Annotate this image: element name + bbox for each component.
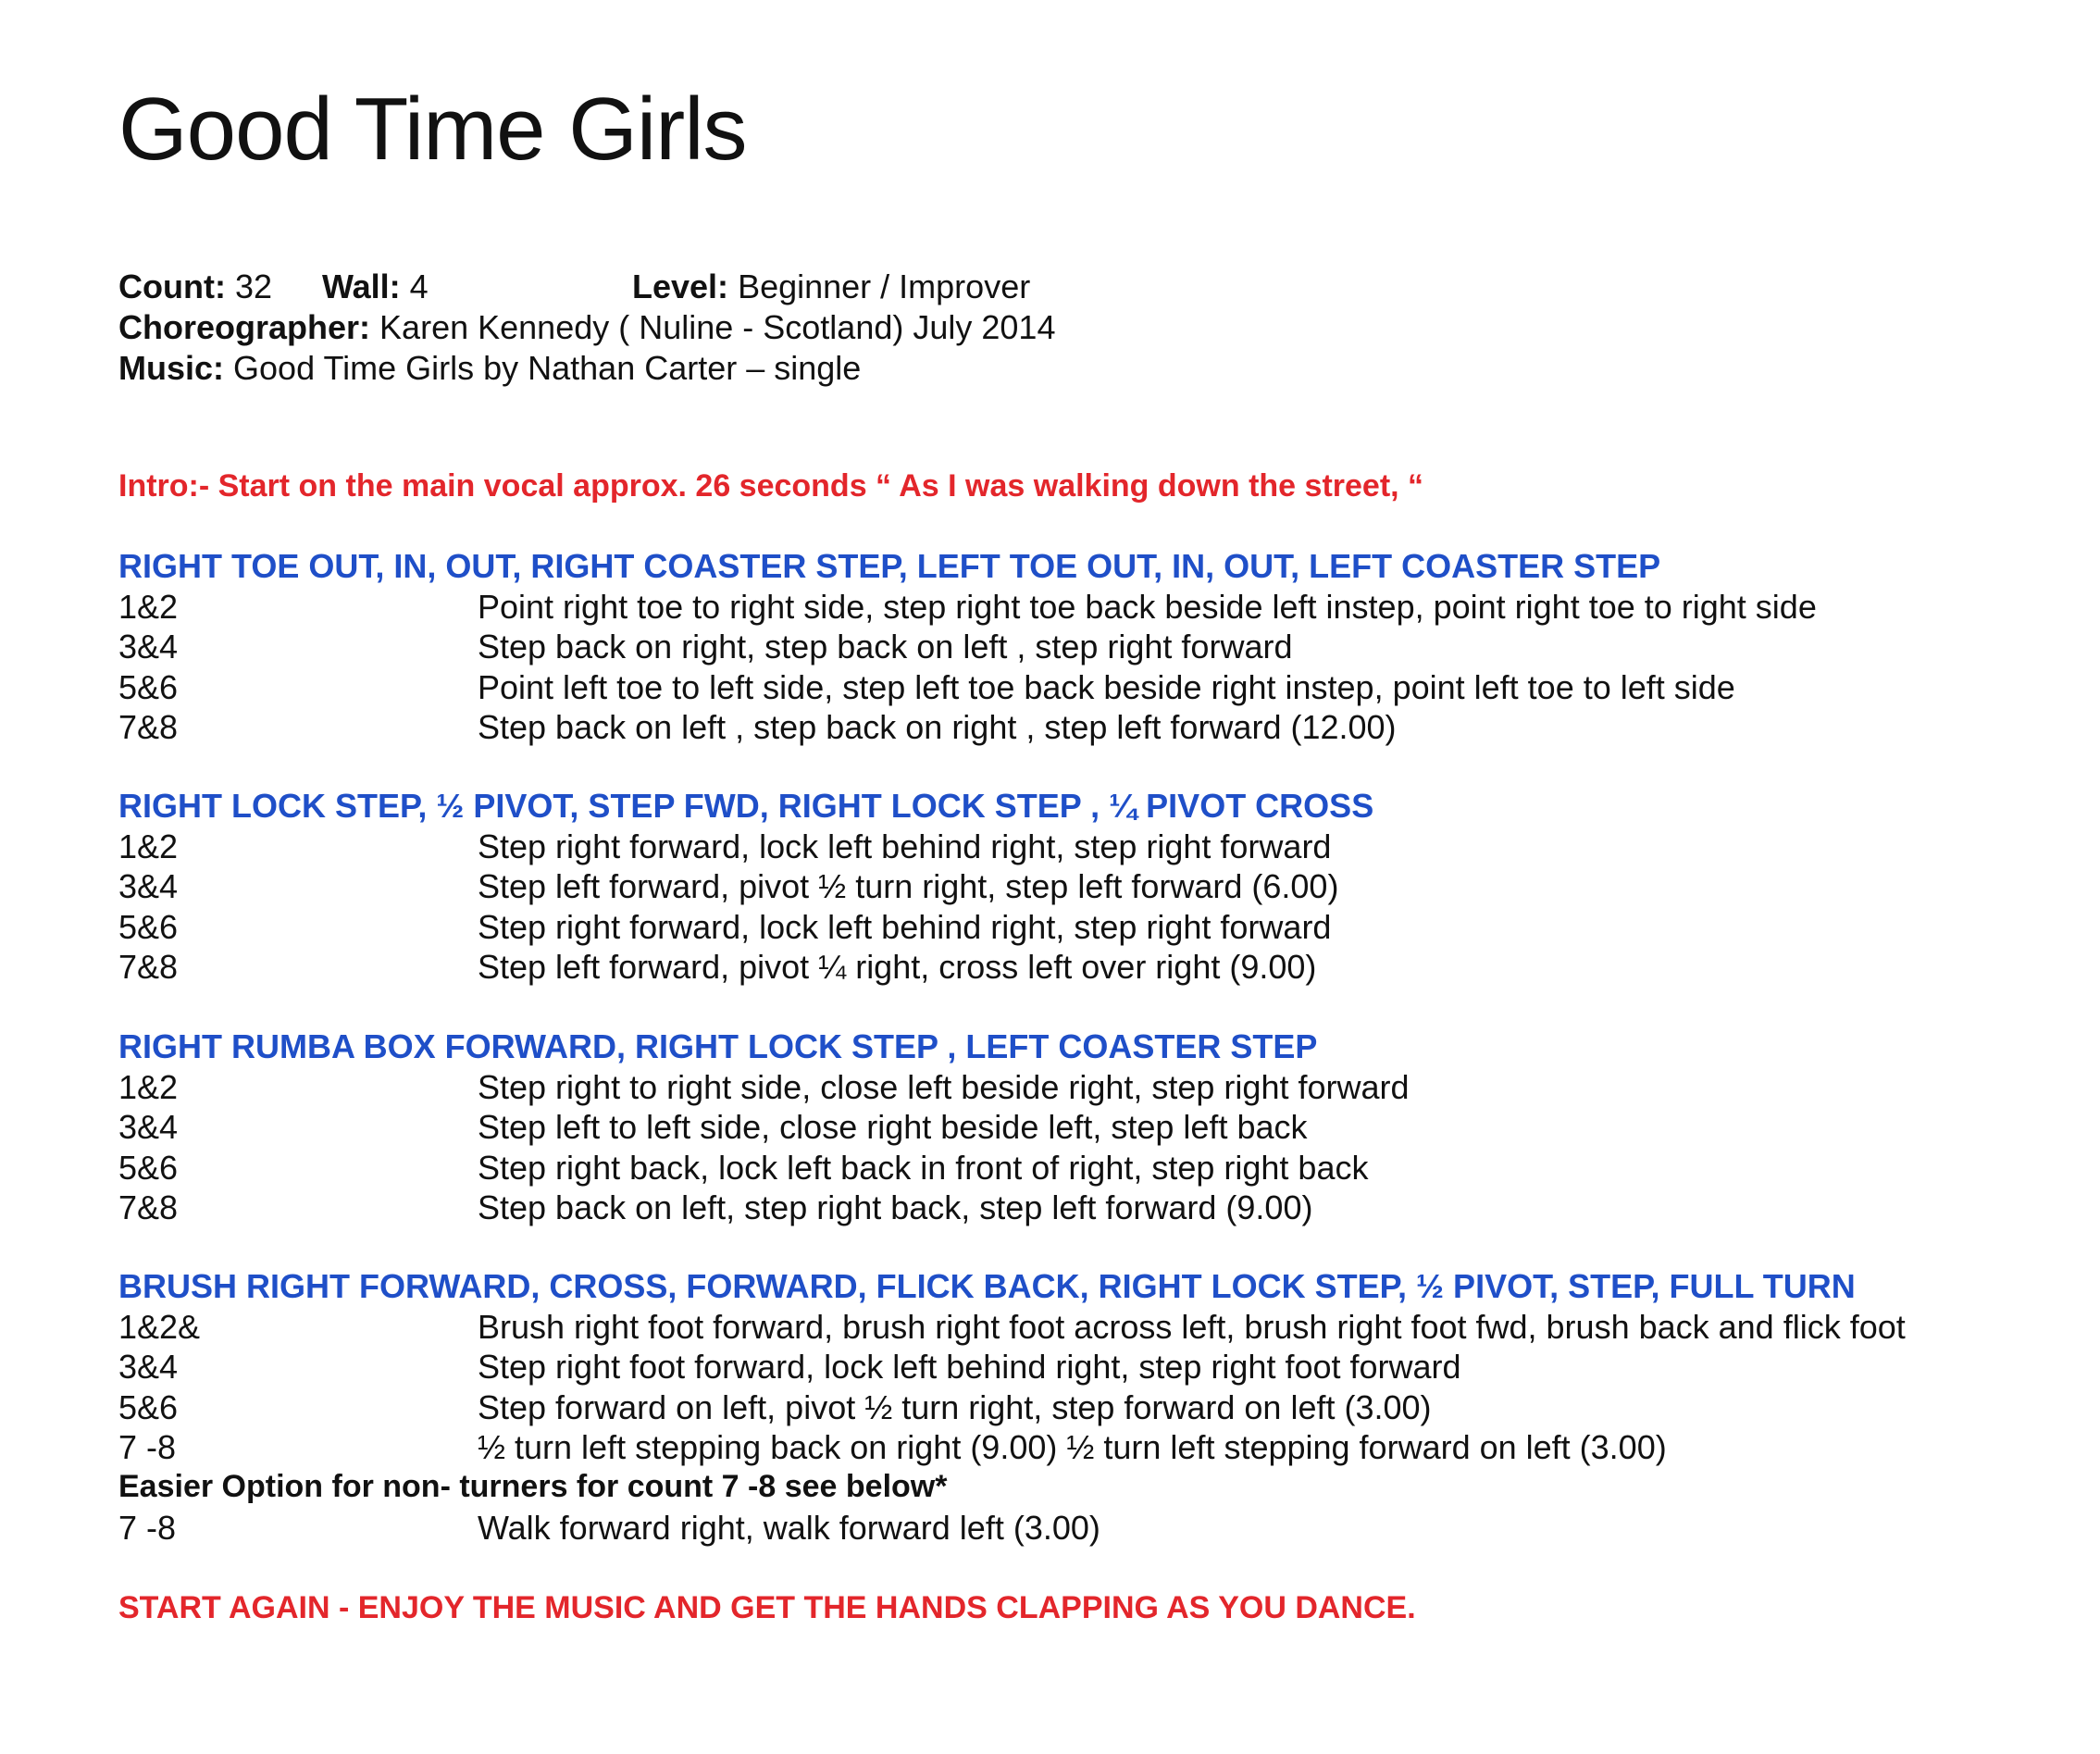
step-count: 3&4 <box>118 628 179 666</box>
step-description: Step right forward, lock left behind right, step right forward <box>478 827 1332 865</box>
step-description: Step right forward, lock left behind right, step right forward <box>478 907 1332 946</box>
step-count: 1&2 <box>118 827 179 865</box>
choreographer-value: Karen Kennedy ( Nuline - Scotland) July 2014 <box>379 308 1056 346</box>
step-description: Step left to left side, close right beside left, step left back <box>478 1108 1308 1147</box>
step-description: ½ turn left stepping back on right (9.00) ½ turn left stepping forward on left (3.00) <box>478 1427 1667 1466</box>
section-heading: RIGHT TOE OUT, IN, OUT, RIGHT COASTER STEP, LEFT TOE OUT, IN, OUT, LEFT COASTER STEP <box>118 547 1661 585</box>
step-count: 1&2 <box>118 588 179 626</box>
step-description: Step right to right side, close left beside right, step right forward <box>478 1068 1410 1106</box>
step-count: 5&6 <box>118 667 179 706</box>
step-count: 7&8 <box>118 1188 179 1226</box>
step-count: 1&2 <box>118 1068 179 1106</box>
level-value: Beginner / Improver <box>738 267 1031 305</box>
section-heading: RIGHT LOCK STEP, ½ PIVOT, STEP FWD, RIGHT LOCK STEP , ¼ PIVOT CROSS <box>118 787 1374 825</box>
section-heading: BRUSH RIGHT FORWARD, CROSS, FORWARD, FLICK BACK, RIGHT LOCK STEP, ½ PIVOT, STEP, FULL TURN <box>118 1267 1856 1305</box>
level-group <box>632 267 1031 305</box>
choreographer-line <box>118 308 1056 346</box>
step-description: Step back on right, step back on left , step right forward <box>478 628 1293 666</box>
step-count: 3&4 <box>118 1108 179 1147</box>
music-label: Music: <box>118 349 225 387</box>
step-count: 5&6 <box>118 1387 179 1426</box>
step-count: 1&2& <box>118 1308 201 1346</box>
count-wall-level-line <box>118 267 1031 305</box>
wall-label: Wall: <box>322 267 401 305</box>
step-description: Step forward on left, pivot ½ turn right, step forward on left (3.00) <box>478 1387 1432 1426</box>
step-description: Walk forward right, walk forward left (3.00) <box>478 1508 1100 1547</box>
step-description: Step back on left , step back on right , step left forward (12.00) <box>478 707 1397 746</box>
step-description: Step left forward, pivot ¼ right, cross left over right (9.00) <box>478 947 1317 986</box>
section-heading: RIGHT RUMBA BOX FORWARD, RIGHT LOCK STEP , LEFT COASTER STEP <box>118 1027 1318 1065</box>
step-count: 5&6 <box>118 1148 179 1187</box>
step-description: Point left toe to left side, step left toe back beside right instep, point left toe to left side <box>478 667 1735 706</box>
step-description: Point right toe to right side, step right toe back beside left instep, point right toe to right side <box>478 588 1817 626</box>
step-count: 3&4 <box>118 1348 179 1387</box>
music-line <box>118 349 862 387</box>
page-title: Good Time Girls <box>118 80 747 179</box>
count-label: Count: <box>118 267 226 305</box>
step-count: 7&8 <box>118 707 179 746</box>
step-description: Step back on left, step right back, step left forward (9.00) <box>478 1188 1313 1226</box>
step-count: 7 -8 <box>118 1508 177 1547</box>
step-count: 5&6 <box>118 907 179 946</box>
music-value: Good Time Girls by Nathan Carter – single <box>233 349 862 387</box>
step-count: 7 -8 <box>118 1427 177 1466</box>
step-description: Step right foot forward, lock left behind right, step right foot forward <box>478 1348 1461 1387</box>
step-description: Step right back, lock left back in front of right, step right back <box>478 1148 1369 1187</box>
choreographer-label: Choreographer: <box>118 308 371 346</box>
intro-note: Intro:- Start on the main vocal approx. 26 seconds “ As I was walking down the street, “ <box>118 468 1424 504</box>
step-description: Step left forward, pivot ½ turn right, step left forward (6.00) <box>478 867 1339 906</box>
level-label: Level: <box>632 267 729 305</box>
option-note: Easier Option for non- turners for count 7 -8 see below* <box>118 1469 948 1505</box>
wall-group <box>322 267 429 305</box>
step-count: 3&4 <box>118 867 179 906</box>
step-description: Brush right foot forward, brush right foot across left, brush right foot fwd, brush back and flick foot <box>478 1308 1906 1346</box>
step-count: 7&8 <box>118 947 179 986</box>
wall-value: 4 <box>409 267 429 305</box>
count-value: 32 <box>234 267 273 305</box>
outro-note: START AGAIN - ENJOY THE MUSIC AND GET THE HANDS CLAPPING AS YOU DANCE. <box>118 1590 1416 1625</box>
